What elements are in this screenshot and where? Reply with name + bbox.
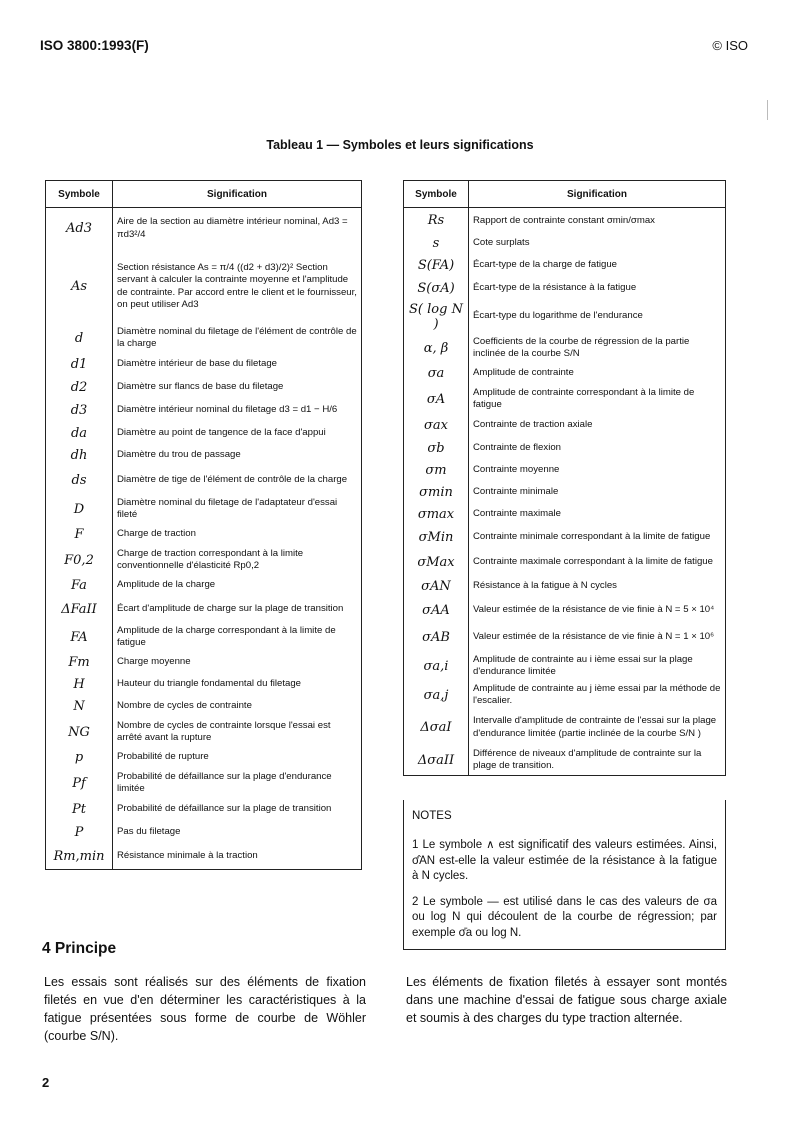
meaning-cell: Pas du filetage <box>117 826 181 838</box>
symbol-cell: S(σA) <box>404 278 469 300</box>
column-header-symbol: Symbole <box>46 181 113 208</box>
meaning-cell: Amplitude de contrainte correspondant à la limite de fatigue <box>473 386 695 410</box>
meaning-cell: Rapport de contrainte constant σmin/σmax <box>473 214 655 226</box>
table-row <box>46 467 362 495</box>
table-row <box>46 495 362 524</box>
symbols-table-right-body <box>404 208 726 776</box>
symbol-cell: s <box>404 234 469 254</box>
meaning-cell: Charge moyenne <box>117 656 191 668</box>
table-row <box>46 674 362 696</box>
notes-box <box>403 800 726 950</box>
symbol-cell: Pf <box>46 769 113 798</box>
meaning-cell: Diamètre intérieur nominal du filetage d3 = d1 − H/6 <box>117 404 338 416</box>
symbol-cell: Pt <box>46 798 113 822</box>
symbol-cell: Rm,min <box>46 844 113 870</box>
meaning-cell: Résistance à la fatigue à N cycles <box>473 580 617 592</box>
symbol-cell: Fa <box>46 575 113 597</box>
symbol-cell: p <box>46 747 113 769</box>
symbol-cell: H <box>46 674 113 696</box>
note-1: 1 Le symbole ∧ est significatif des valeurs estimées. Ainsi, σ̂AN est-elle la valeur estimée de la résistance à la fatigue à N cycles. <box>412 839 717 882</box>
meaning-cell: Résistance minimale à la traction <box>117 850 258 861</box>
symbol-cell: N <box>46 696 113 718</box>
meaning-cell: Contrainte maximale correspondant à la limite de fatigue <box>473 556 713 568</box>
meaning-cell: Intervalle d'amplitude de contrainte de l'essai sur la plage d'endurance limitée (partie inclinée de la courbe S/N ) <box>473 715 717 739</box>
symbol-cell: σm <box>404 460 469 482</box>
symbol-cell: σax <box>404 414 469 438</box>
meaning-cell: Contrainte minimale <box>473 486 559 498</box>
symbol-cell: F <box>46 524 113 546</box>
notes-title: NOTES <box>412 810 452 822</box>
meaning-cell: Amplitude de contrainte <box>473 367 574 379</box>
table-row <box>404 208 726 234</box>
table-row <box>46 575 362 597</box>
meaning-cell: Probabilité de défaillance sur la plage de transition <box>117 803 332 815</box>
table-row <box>404 746 726 776</box>
symbol-cell: D <box>46 495 113 524</box>
symbol-cell: σAB <box>404 624 469 652</box>
meaning-cell: Diamètre au point de tangence de la face d'appui <box>117 427 326 439</box>
table-row <box>46 597 362 623</box>
paragraph-left: Les essais sont réalisés sur des éléments de fixation filetés en vue d'en déterminer les caractéristiques à la fatigue présentées sous forme de courbe de Wöhler (courbe S/N). <box>44 975 366 1043</box>
table-row <box>46 377 362 399</box>
symbol-cell: σa <box>404 363 469 385</box>
table-row <box>46 399 362 423</box>
symbol-cell: ΔσaI <box>404 710 469 746</box>
table-row <box>46 324 362 353</box>
table-row <box>46 353 362 377</box>
symbols-table-left <box>45 180 362 870</box>
paragraph-right: Les éléments de fixation filetés à essayer sont montés dans une machine d'essai de fatigue sous charge axiale et soumis à des charges du type traction alternée. <box>406 975 727 1025</box>
meaning-cell: Amplitude de contrainte au i ième essai sur la plage d'endurance limitée <box>473 653 693 677</box>
symbol-cell: α, β <box>404 334 469 363</box>
symbol-cell: d3 <box>46 399 113 423</box>
symbol-cell: F0,2 <box>46 546 113 575</box>
meaning-cell: Contrainte minimale correspondant à la limite de fatigue <box>473 531 711 543</box>
symbol-cell: σb <box>404 438 469 460</box>
table-row <box>404 652 726 681</box>
section-heading: 4 Principe <box>42 940 117 957</box>
symbol-cell: σa,i <box>404 652 469 681</box>
table-row <box>46 798 362 822</box>
symbol-cell: d <box>46 324 113 353</box>
meaning-cell: Diamètre de tige de l'élément de contrôle de la charge <box>117 474 348 486</box>
table-row <box>46 822 362 844</box>
column-header-meaning: Signification <box>113 181 362 208</box>
table-row <box>46 696 362 718</box>
table-row <box>46 623 362 652</box>
meaning-cell: Valeur estimée de la résistance de vie finie à N = 1 × 10⁶ <box>473 631 715 643</box>
column-header-symbol: Symbole <box>404 181 469 208</box>
table-row <box>404 576 726 598</box>
table-row <box>46 718 362 747</box>
symbol-cell: As <box>46 250 113 324</box>
symbol-cell: Fm <box>46 652 113 674</box>
meaning-cell: Contrainte maximale <box>473 508 561 520</box>
margin-mark <box>767 100 768 120</box>
table-row <box>404 598 726 624</box>
table-row <box>404 526 726 550</box>
symbol-cell: d1 <box>46 353 113 377</box>
table-row <box>404 550 726 576</box>
table-row <box>46 844 362 870</box>
table-caption: Tableau 1 — Symboles et leurs significations <box>266 138 534 152</box>
meaning-cell: Nombre de cycles de contrainte <box>117 700 252 712</box>
symbol-cell: σAA <box>404 598 469 624</box>
meaning-cell: Contrainte moyenne <box>473 464 560 476</box>
page-number: 2 <box>42 1075 50 1090</box>
table-row <box>46 208 362 250</box>
table-row <box>46 652 362 674</box>
symbol-cell: Ad3 <box>46 208 113 250</box>
table-row <box>404 385 726 414</box>
meaning-cell: Diamètre du trou de passage <box>117 449 241 461</box>
table-row <box>404 624 726 652</box>
symbol-cell: S(FA) <box>404 254 469 278</box>
meaning-cell: Différence de niveaux d'amplitude de contrainte sur la plage de transition. <box>473 747 702 772</box>
table-row <box>404 482 726 504</box>
meaning-cell: Contrainte de flexion <box>473 442 561 454</box>
table-row <box>404 504 726 526</box>
meaning-cell: Écart-type du logarithme de l'endurance <box>473 310 643 322</box>
symbols-table-right <box>403 180 726 776</box>
table-row <box>46 250 362 324</box>
meaning-cell: Écart-type de la résistance à la fatigue <box>473 282 637 294</box>
meaning-cell: Écart-type de la charge de fatigue <box>473 259 617 271</box>
symbol-cell: σmax <box>404 504 469 526</box>
document-id: ISO 3800:1993(F) <box>40 38 149 53</box>
table-row <box>46 524 362 546</box>
meaning-cell: Cote surplats <box>473 237 530 249</box>
table-row <box>46 546 362 575</box>
table-row <box>404 234 726 254</box>
symbol-cell: ΔσaII <box>404 746 469 776</box>
table-row <box>404 681 726 710</box>
symbol-cell: σAN <box>404 576 469 598</box>
symbols-table-left-body <box>46 208 362 870</box>
meaning-cell: Probabilité de défaillance sur la plage d'endurance limitée <box>117 770 332 794</box>
meaning-cell: Coefficients de la courbe de régression de la partie inclinée de la courbe S/N <box>473 335 690 359</box>
meaning-cell: Amplitude de contrainte au j ième essai par la méthode de l'escalier. <box>473 682 721 706</box>
table-row <box>46 769 362 798</box>
symbol-cell: ΔFaII <box>46 597 113 623</box>
copyright-mark: © ISO <box>712 38 748 53</box>
table-row <box>46 445 362 467</box>
meaning-cell: Amplitude de la charge <box>117 579 216 591</box>
symbol-cell: da <box>46 423 113 445</box>
meaning-cell: Amplitude de la charge correspondant à la limite de fatigue <box>117 624 336 648</box>
symbol-cell: σMax <box>404 550 469 576</box>
meaning-cell: Diamètre intérieur de base du filetage <box>117 358 277 370</box>
meaning-cell: Nombre de cycles de contrainte lorsque l'essai est arrêté avant la rupture <box>117 719 331 743</box>
meaning-cell: Valeur estimée de la résistance de vie finie à N = 5 × 10⁴ <box>473 604 715 616</box>
symbol-cell: σA <box>404 385 469 414</box>
meaning-cell: Écart d'amplitude de charge sur la plage de transition <box>117 603 344 615</box>
symbol-cell: FA <box>46 623 113 652</box>
table-row <box>404 254 726 278</box>
table-row <box>404 363 726 385</box>
table-row <box>404 438 726 460</box>
symbol-cell: dh <box>46 445 113 467</box>
table-row <box>404 414 726 438</box>
meaning-cell: Aire de la section au diamètre intérieur nominal, Ad3 = πd3²/4 <box>117 216 348 240</box>
symbol-cell: σa,j <box>404 681 469 710</box>
table-row <box>404 334 726 363</box>
meaning-cell: Section résistance As = π/4 ((d2 + d3)/2)² Section servant à calculer la contrainte moyenne et l'amplitude de contrainte. Par accord entre le client et le fournisseur, on peut utiliser Ad3 <box>117 261 357 310</box>
meaning-cell: Diamètre nominal du filetage de l'adaptateur d'essai fileté <box>117 496 338 520</box>
meaning-cell: Charge de traction correspondant à la limite conventionnelle d'élasticité Rp0,2 <box>117 547 304 571</box>
symbol-cell: S( log N ) <box>404 300 469 334</box>
meaning-cell: Hauteur du triangle fondamental du filetage <box>117 678 302 690</box>
meaning-cell: Probabilité de rupture <box>117 751 209 763</box>
table-row <box>404 460 726 482</box>
table-row <box>46 423 362 445</box>
table-row <box>404 278 726 300</box>
symbol-cell: P <box>46 822 113 844</box>
symbol-cell: Rs <box>404 208 469 234</box>
symbol-cell: ds <box>46 467 113 495</box>
meaning-cell: Diamètre nominal du filetage de l'élément de contrôle de la charge <box>117 325 357 349</box>
note-2: 2 Le symbole — est utilisé dans le cas des valeurs de σa ou log N qui découlent de la courbe de régression; par exemple σ̄a ou log N. <box>412 895 717 939</box>
table-row <box>46 747 362 769</box>
meaning-cell: Charge de traction <box>117 528 196 540</box>
table-row <box>404 710 726 746</box>
meaning-cell: Contrainte de traction axiale <box>473 419 593 431</box>
column-header-meaning: Signification <box>469 181 726 208</box>
symbol-cell: d2 <box>46 377 113 399</box>
symbol-cell: NG <box>46 718 113 747</box>
symbol-cell: σmin <box>404 482 469 504</box>
symbol-cell: σMin <box>404 526 469 550</box>
meaning-cell: Diamètre sur flancs de base du filetage <box>117 381 284 393</box>
table-row <box>404 300 726 334</box>
